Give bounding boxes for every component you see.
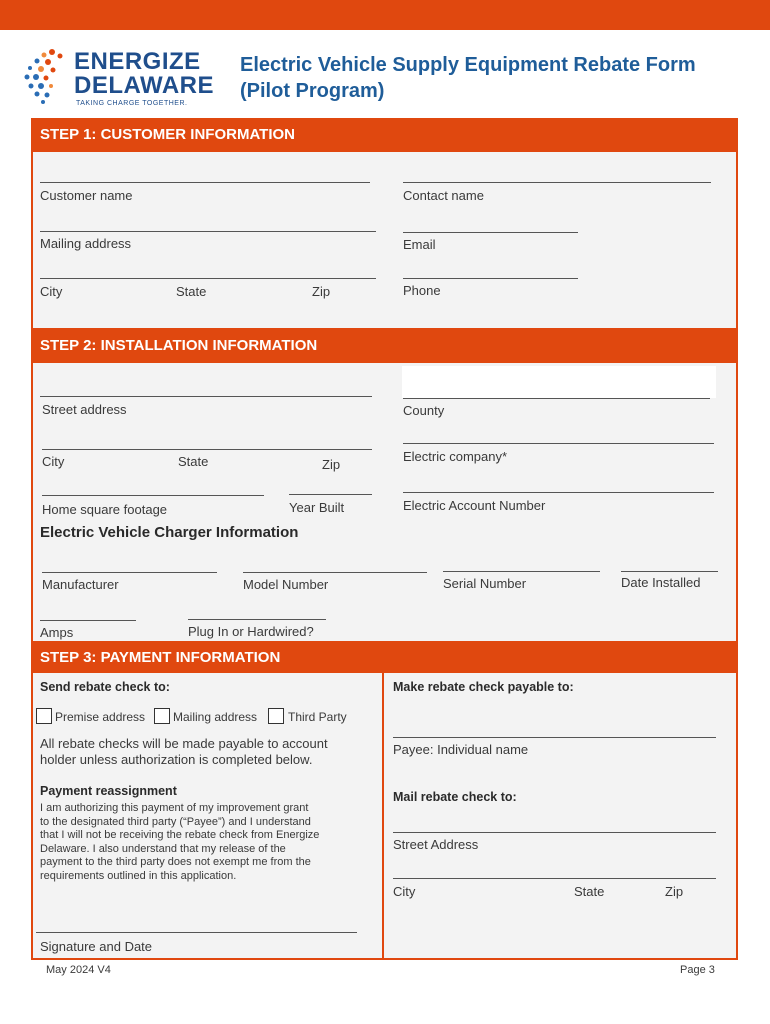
payment-reassignment-text [40, 802, 380, 883]
send-check-to-label: Send rebate check to: [40, 680, 170, 694]
city-label: City [40, 284, 63, 299]
reassignment-line: to the designated third party (“Payee”) and I understand [40, 815, 311, 828]
signature-date-field[interactable] [36, 932, 357, 933]
install-city-state-zip-field[interactable] [42, 449, 372, 450]
reassignment-line: I am authorizing this payment of my improvement grant [40, 802, 309, 814]
install-state-label: State [178, 454, 209, 469]
premise-address-label: Premise address [55, 710, 146, 724]
premise-address-checkbox[interactable] [36, 708, 52, 724]
serial-number-field[interactable] [443, 571, 600, 572]
payable-note [40, 736, 328, 768]
payee-name-field[interactable] [393, 737, 716, 738]
step3-column-divider [382, 673, 384, 960]
mailing-address-checkbox[interactable] [154, 708, 170, 724]
county-label: County [403, 403, 445, 418]
home-square-footage-label: Home square footage [42, 502, 168, 517]
county-input-box[interactable] [402, 366, 716, 398]
payable-note-line1: All rebate checks will be made payable to account [40, 736, 328, 751]
payee-city-label: City [393, 884, 416, 899]
electric-company-label: Electric company* [403, 449, 508, 464]
logo-word-delaware: DELAWARE [74, 72, 215, 99]
amps-field[interactable] [40, 620, 136, 621]
mailing-address-option-label: Mailing address [173, 710, 258, 724]
step3-header: STEP 3: PAYMENT INFORMATION [31, 641, 738, 675]
mailing-address-field[interactable] [40, 231, 376, 232]
year-built-field[interactable] [289, 494, 372, 495]
energize-delaware-logo [22, 44, 222, 110]
footer-page-number: Page 3 [680, 964, 715, 976]
payee-street-address-field[interactable] [393, 832, 716, 833]
street-address-label: Street address [42, 402, 127, 417]
logo-dots-icon [22, 46, 74, 104]
make-payable-to-label: Make rebate check payable to: [393, 680, 574, 694]
reassignment-line: Delaware. I also understand that my release of the [40, 842, 286, 855]
reassignment-line: requirements outlined in this application. [40, 869, 237, 882]
payee-street-address-label: Street Address [393, 837, 479, 852]
manufacturer-label: Manufacturer [42, 577, 119, 592]
install-zip-label: Zip [322, 457, 341, 472]
install-city-label: City [42, 454, 65, 469]
logo-word-energize: ENERGIZE [74, 48, 201, 75]
county-field[interactable] [403, 398, 710, 399]
phone-label: Phone [403, 283, 441, 298]
contact-name-field[interactable] [403, 182, 711, 183]
plug-in-or-hardwired-field[interactable] [188, 619, 326, 620]
footer-version: May 2024 V4 [46, 964, 111, 976]
state-label: State [176, 284, 207, 299]
street-address-field[interactable] [40, 396, 372, 397]
mailing-address-label: Mailing address [40, 236, 132, 251]
amps-label: Amps [40, 625, 74, 640]
step2-header: STEP 2: INSTALLATION INFORMATION [31, 329, 738, 363]
electric-company-field[interactable] [403, 443, 714, 444]
form-title-line1: Electric Vehicle Supply Equipment Rebate Form [240, 54, 696, 76]
payment-reassignment-heading: Payment reassignment [40, 784, 177, 798]
model-number-label: Model Number [243, 577, 329, 592]
payee-zip-label: Zip [665, 884, 684, 899]
date-installed-label: Date Installed [621, 575, 701, 590]
form-title-line2: (Pilot Program) [240, 80, 385, 102]
payable-note-line2: holder unless authorization is completed below. [40, 752, 313, 767]
logo-tagline: TAKING CHARGE TOGETHER. [76, 100, 188, 107]
customer-name-field[interactable] [40, 182, 370, 183]
city-state-zip-field[interactable] [40, 278, 376, 279]
charger-info-heading: Electric Vehicle Charger Information [40, 524, 299, 541]
manufacturer-field[interactable] [42, 572, 217, 573]
electric-account-number-label: Electric Account Number [403, 498, 546, 513]
customer-name-label: Customer name [40, 188, 133, 203]
serial-number-label: Serial Number [443, 576, 527, 591]
top-accent-bar [0, 0, 770, 30]
date-installed-field[interactable] [621, 571, 718, 572]
payee-city-state-zip-field[interactable] [393, 878, 716, 879]
phone-field[interactable] [403, 278, 578, 279]
payee-name-label: Payee: Individual name [393, 742, 529, 757]
plug-in-or-hardwired-label: Plug In or Hardwired? [188, 624, 314, 639]
email-field[interactable] [403, 232, 578, 233]
payee-state-label: State [574, 884, 605, 899]
year-built-label: Year Built [289, 500, 345, 515]
electric-account-number-field[interactable] [403, 492, 714, 493]
contact-name-label: Contact name [403, 188, 484, 203]
model-number-field[interactable] [243, 572, 427, 573]
home-square-footage-field[interactable] [42, 495, 264, 496]
signature-date-label: Signature and Date [40, 939, 153, 954]
step1-header: STEP 1: CUSTOMER INFORMATION [31, 118, 738, 152]
third-party-label: Third Party [288, 710, 347, 724]
reassignment-line: payment to the third party does not exempt me from the [40, 856, 311, 868]
email-label: Email [403, 237, 436, 252]
zip-label: Zip [312, 284, 331, 299]
form-title [240, 52, 696, 104]
reassignment-line: that I will not be receiving the rebate check from Energize [40, 829, 320, 841]
mail-check-to-label: Mail rebate check to: [393, 790, 517, 804]
third-party-checkbox[interactable] [268, 708, 284, 724]
